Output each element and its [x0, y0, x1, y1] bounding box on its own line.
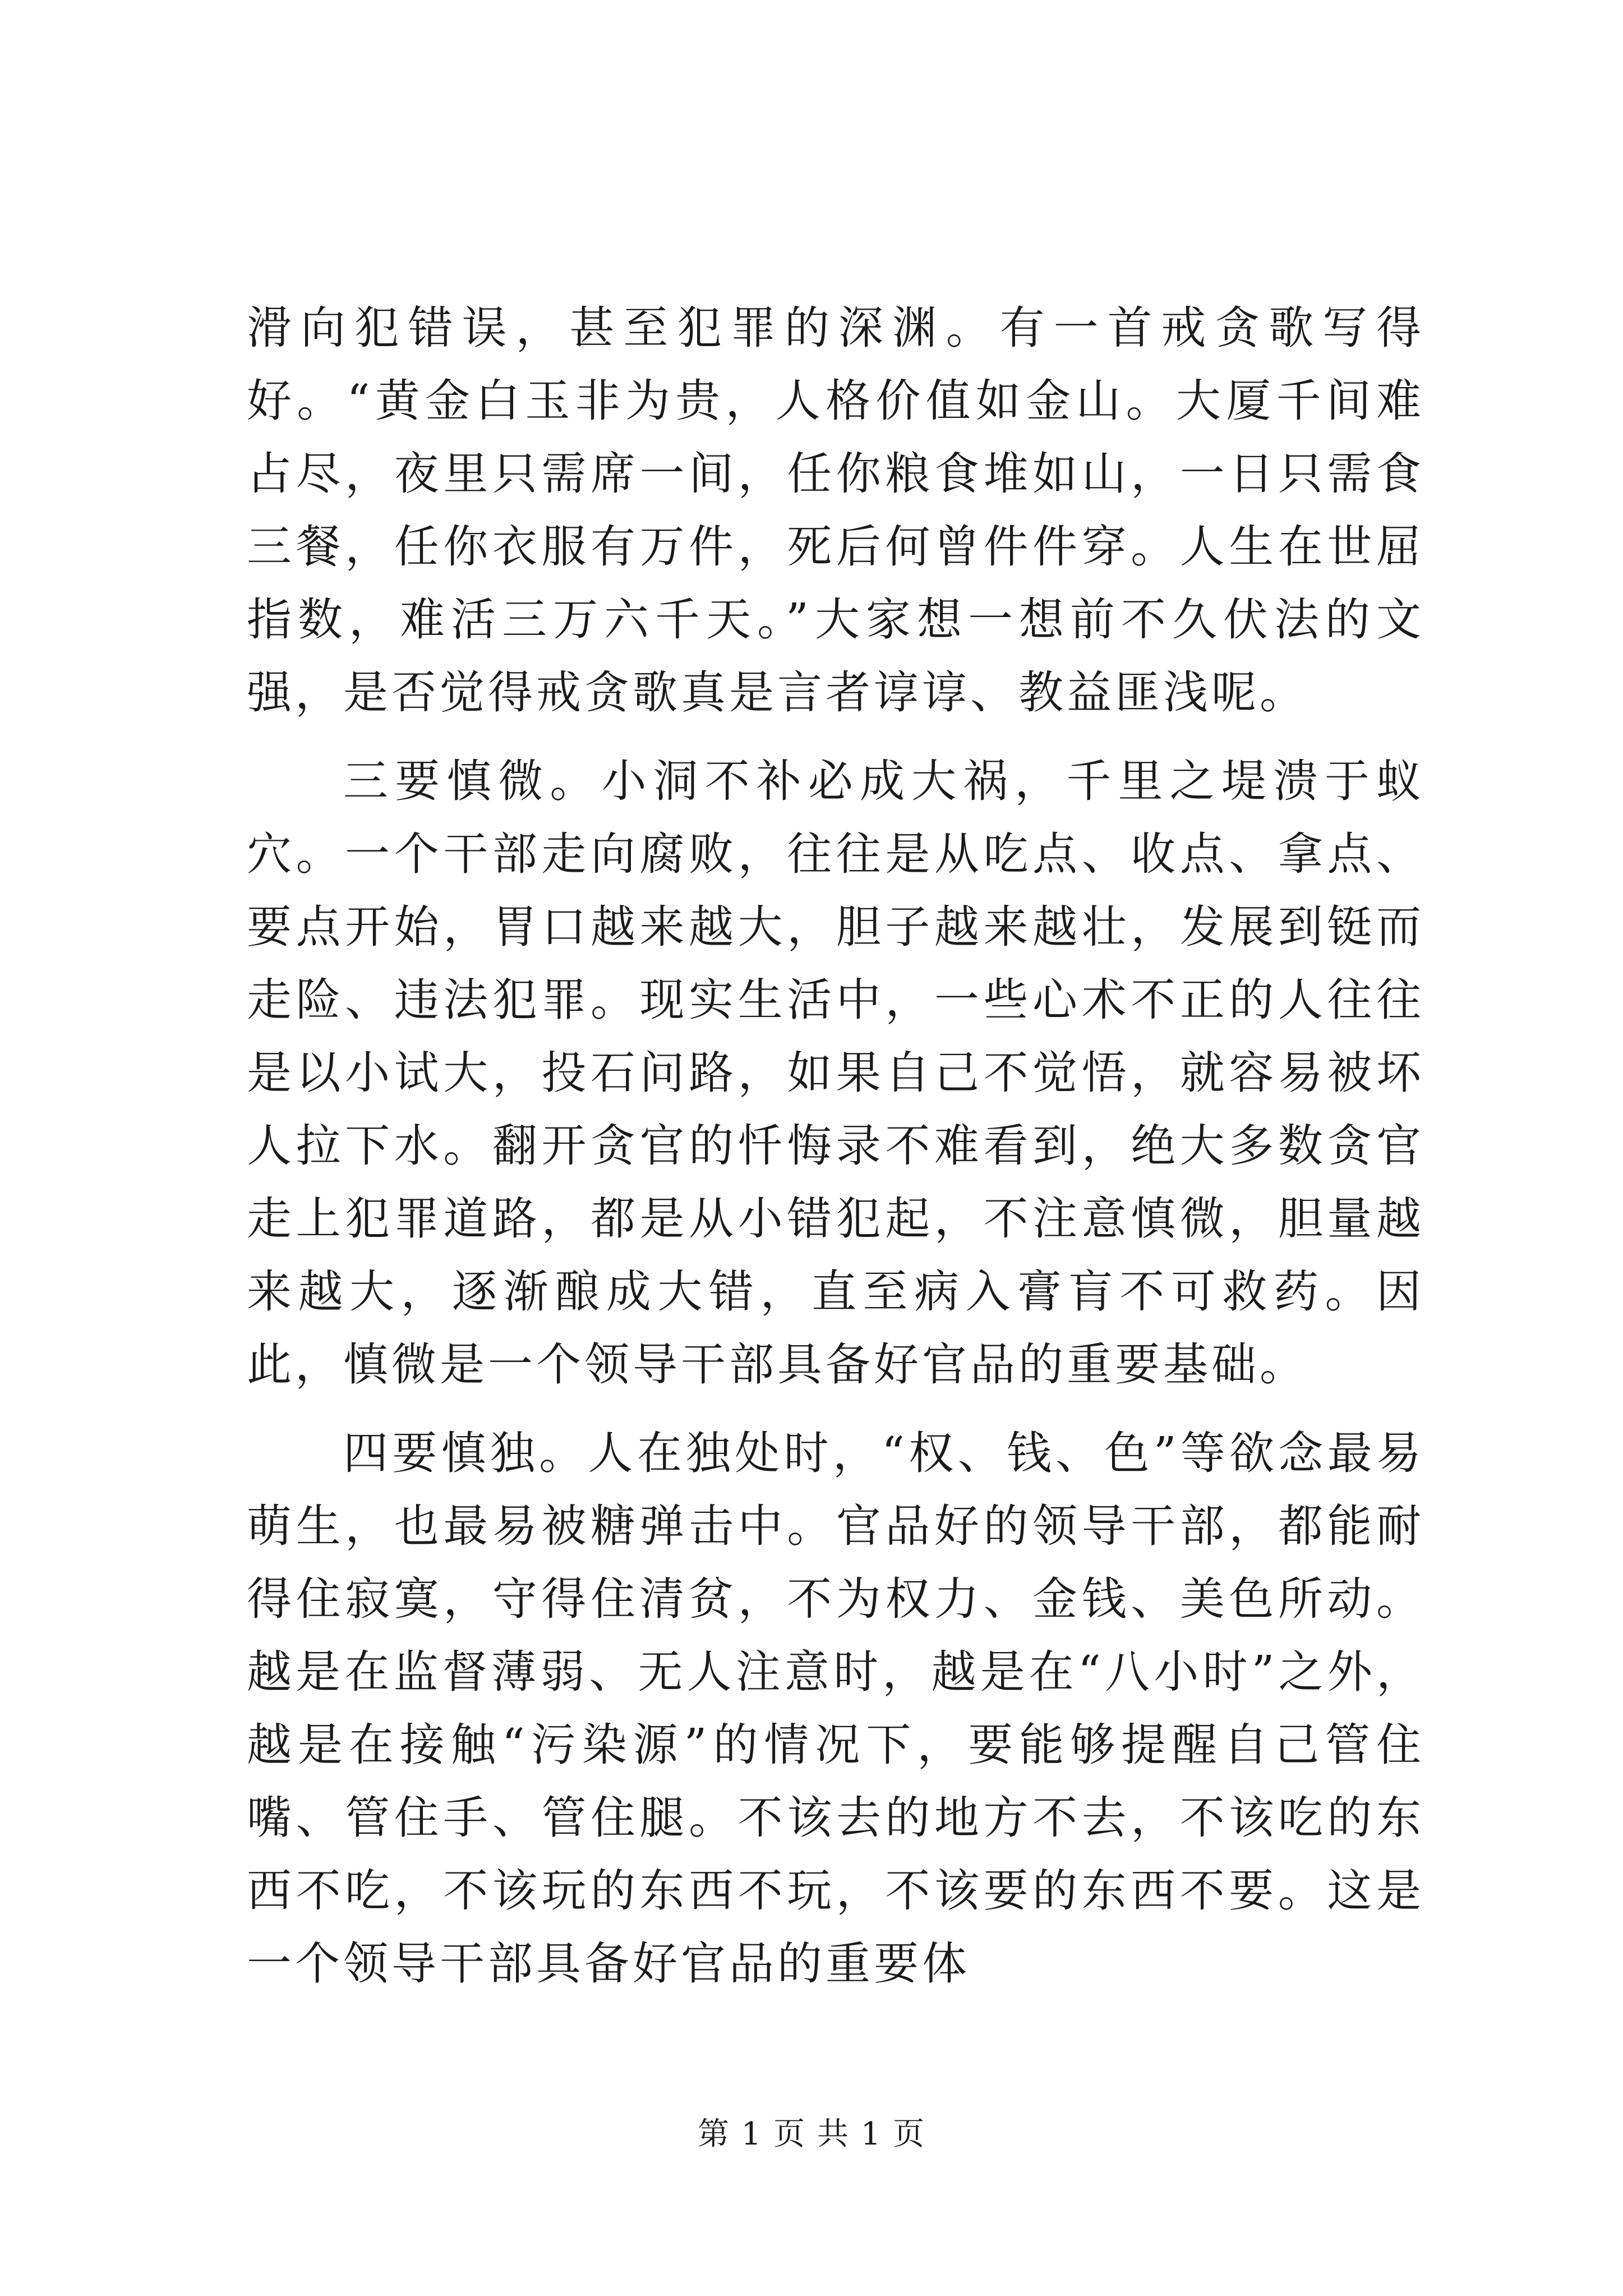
page-number-text: 第 1 页 共 1 页 — [697, 2116, 926, 2152]
document-body — [247, 292, 1424, 2016]
paragraph-2: 三要慎微。小洞不补必成大祸，千里之堤溃于蚁穴。一个干部走向腐败，往往是从吃点、收点、拿点、要点开始，胃口越来越大，胆子越来越壮，发展到铤而走险、违法犯罪。现实生活中，一些心术不正的人往往是以小试大，投石问路，如果自己不觉悟，就容易被坏人拉下水。翻开贪官的忏悔录不难看到，绝大多数贪官走上犯罪道路，都是从小错犯起，不注意慎微，胆量越来越大，逐渐酿成大错，直至病入膏肓不可救药。因此，慎微是一个领导干部具备好官品的重要基础。 — [247, 755, 1424, 1391]
page-footer — [0, 2109, 1623, 2154]
paragraph-1: 滑向犯错误，甚至犯罪的深渊。有一首戒贪歌写得好。“黄金白玉非为贵，人格价值如金山。大厦千间难占尽，夜里只需席一间，任你粮食堆如山，一日只需食三餐，任你衣服有万件，死后何曾件件穿。人生在世屈指数，难活三万六千天。”大家想一想前不久伏法的文强，是否觉得戒贪歌真是言者谆谆、教益匪浅呢。 — [247, 302, 1424, 719]
paragraph-3: 四要慎独。人在独处时，“权、钱、色”等欲念最易萌生，也最易被糖弹击中。官品好的领导干部，都能耐得住寂寞，守得住清贫，不为权力、金钱、美色所动。越是在监督薄弱、无人注意时，越是在“八小时”之外，越是在接触“污染源”的情况下，要能够提醒自己管住嘴、管住手、管住腿。不该去的地方不去，不该吃的东西不吃，不该玩的东西不玩，不该要的东西不要。这是一个领导干部具备好官品的重要体 — [247, 1427, 1424, 1990]
